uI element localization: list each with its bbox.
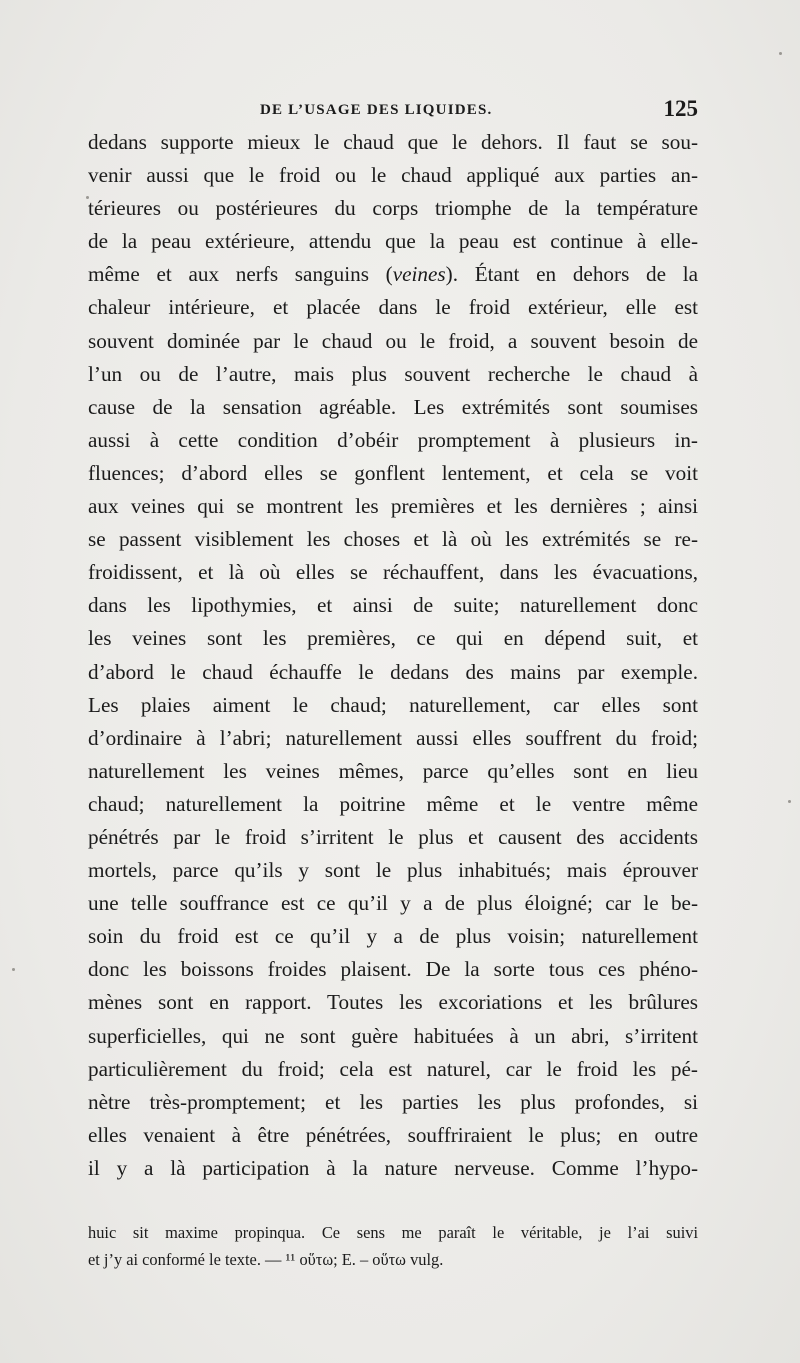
running-head: DE L’USAGE DES LIQUIDES.: [260, 102, 493, 118]
italic-word: veines: [392, 262, 446, 287]
text-line: il y a là participation à la nature nerveuse. Comme l’hypo-: [88, 1155, 698, 1180]
text-line: d’abord le chaud échauffe le dedans des mains par exemple.: [88, 659, 698, 684]
text-line: térieures ou postérieures du corps triomphe de la température: [88, 196, 698, 221]
text-line: donc les boissons froides plaisent. De la sorte tous ces phéno-: [88, 957, 698, 982]
text-line: une telle souffrance est ce qu’il y a de plus éloigné; car le be-: [88, 891, 698, 916]
text-line: souvent dominée par le chaud ou le froid, a souvent besoin de: [88, 328, 698, 353]
text-line: superficielles, qui ne sont guère habituées à un abri, s’irritent: [88, 1023, 698, 1048]
text-line: de la peau extérieure, attendu que la peau est continue à elle-: [88, 229, 698, 254]
text-line: pénétrés par le froid s’irritent le plus et causent des accidents: [88, 824, 698, 849]
text-line: soin du froid est ce qu’il y a de plus voisin; naturellement: [88, 924, 698, 949]
text-line: fluences; d’abord elles se gonflent lentement, et cela se voit: [88, 460, 698, 485]
text-line: même et aux nerfs sanguins (veines). Étant en dehors de la: [88, 262, 698, 287]
text-line: cause de la sensation agréable. Les extrémités sont soumises: [88, 394, 698, 419]
text-line: venir aussi que le froid ou le chaud appliqué aux parties an-: [88, 163, 698, 188]
text-line: elles venaient à être pénétrées, souffriraient le plus; en outre: [88, 1122, 698, 1147]
footnote-line: et j’y ai conformé le texte. — ¹¹ οὕτω; E. – οὕτω vulg.: [88, 1250, 444, 1269]
body-text: [88, 126, 698, 1185]
text-line: particulièrement du froid; cela est naturel, car le froid les pé-: [88, 1056, 698, 1081]
text-line: se passent visiblement les choses et là où les extrémités se re-: [88, 527, 698, 552]
page-header: [88, 96, 698, 128]
text-line: chaud; naturellement la poitrine même et le ventre même: [88, 791, 698, 816]
text-line: Les plaies aiment le chaud; naturellement, car elles sont: [88, 692, 698, 717]
text-line: nètre très-promptement; et les parties les plus profondes, si: [88, 1089, 698, 1114]
text-line: aux veines qui se montrent les premières et les dernières ; ainsi: [88, 494, 698, 519]
text-line: dans les lipothymies, et ainsi de suite; naturellement donc: [88, 593, 698, 618]
page-number: 125: [663, 96, 698, 121]
footnote-line: huic sit maxime propinqua. Ce sens me paraît le véritable, je l’ai suivi: [88, 1223, 698, 1242]
footnotes: [88, 1219, 698, 1273]
text-line: aussi à cette condition d’obéir promptement à plusieurs in-: [88, 427, 698, 452]
text-line: mènes sont en rapport. Toutes les excoriations et les brûlures: [88, 990, 698, 1015]
text-line: d’ordinaire à l’abri; naturellement aussi elles souffrent du froid;: [88, 725, 698, 750]
text-line: naturellement les veines mêmes, parce qu’elles sont en lieu: [88, 758, 698, 783]
text-line: dedans supporte mieux le chaud que le dehors. Il faut se sou-: [88, 130, 698, 154]
text-line: les veines sont les premières, ce qui en dépend suit, et: [88, 626, 698, 651]
text-line: froidissent, et là où elles se réchauffent, dans les évacuations,: [88, 560, 698, 585]
text-line: chaleur intérieure, et placée dans le froid extérieur, elle est: [88, 295, 698, 320]
text-line: l’un ou de l’autre, mais plus souvent recherche le chaud à: [88, 361, 698, 386]
text-line: mortels, parce qu’ils y sont le plus inhabitués; mais éprouver: [88, 858, 698, 883]
